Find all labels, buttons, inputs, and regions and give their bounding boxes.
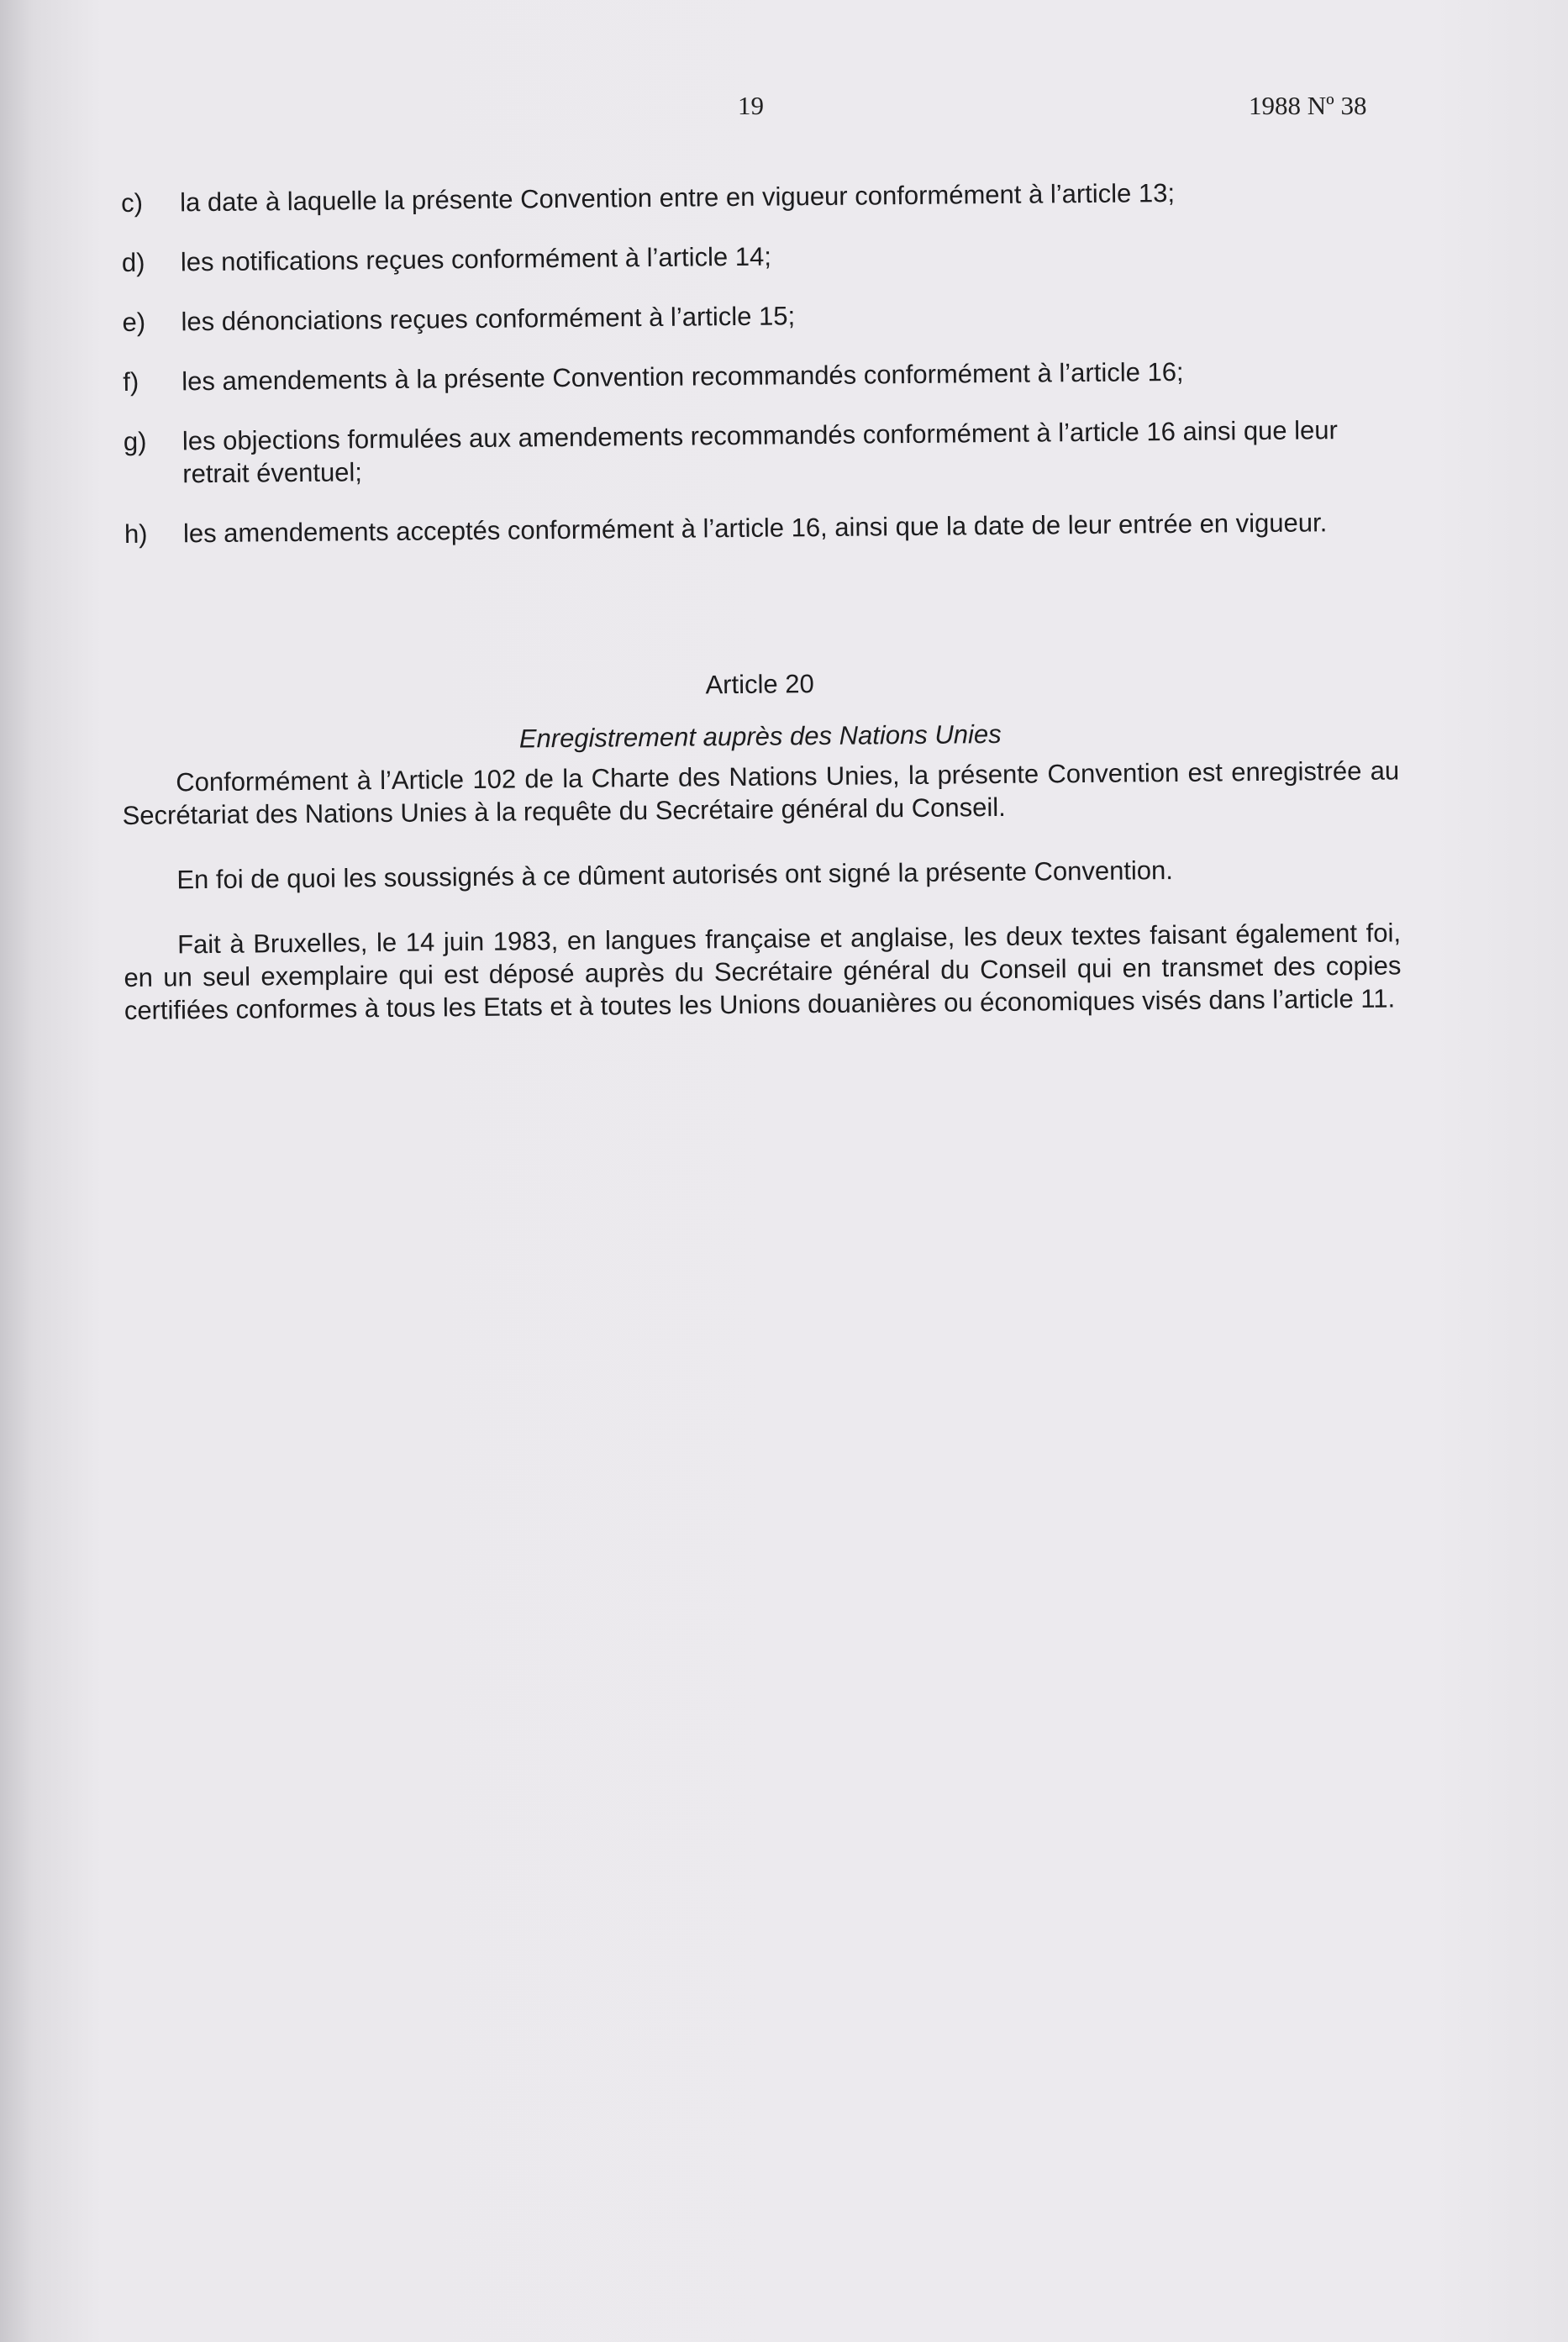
- list-text: les objections formulées aux amendements recommandés conformément à l’article 16 ainsi que leur retrait éventuel;: [182, 415, 1339, 489]
- article-paragraph-registration: Conformément à l’Article 102 de la Charte des Nations Unies, la présente Convention est enregistrée au Secrétariat des Nations Unies à la requête du Secrétaire général du Conseil.: [122, 755, 1400, 830]
- list-marker: f): [123, 366, 139, 397]
- article-subtitle: Enregistrement auprès des Nations Unies: [518, 718, 1002, 754]
- issue-reference: 1988 Nº 38: [1249, 91, 1367, 120]
- notification-list: [121, 174, 1402, 577]
- list-text: les amendements acceptés conformément à l’article 16, ainsi que la date de leur entrée en vigueur.: [182, 508, 1328, 549]
- list-item-d: [122, 234, 1399, 279]
- article-section: [121, 661, 1402, 1059]
- list-item-h: [124, 505, 1402, 550]
- list-text: les notifications reçues conformément à l’article 14;: [180, 241, 772, 277]
- list-marker: c): [121, 187, 144, 218]
- list-text: la date à laquelle la présente Convention entre en vigueur conformément à l’article 13;: [180, 177, 1176, 218]
- article-title: Article 20: [705, 669, 814, 700]
- list-text: les amendements à la présente Convention recommandés conformément à l’article 16;: [182, 356, 1184, 397]
- page-number: 19: [738, 91, 764, 120]
- list-text: les dénonciations reçues conformément à l’article 15;: [181, 301, 796, 337]
- list-marker: d): [121, 247, 145, 277]
- list-marker: e): [122, 307, 146, 337]
- list-item-g: [124, 413, 1402, 491]
- list-item-f: [123, 353, 1400, 398]
- list-item-c: [121, 174, 1398, 219]
- list-marker: h): [124, 518, 148, 549]
- list-item-e: [122, 293, 1399, 339]
- article-paragraph-done-at: Fait à Bruxelles, le 14 juin 1983, en langues française et anglaise, les deux textes faisant également foi, en un seul exemplaire qui est déposé auprès du Secrétaire général du Conseil qui en transmet des copies certifiées conformes à tous les Etats et à toutes les Unions douanières ou économiques visés dans l’article 11.: [124, 918, 1402, 1025]
- article-paragraph-signatures: En foi de quoi les soussignés à ce dûment autorisés ont signé la présente Convention.: [176, 855, 1174, 895]
- list-marker: g): [123, 426, 147, 456]
- page-header: [0, 91, 1568, 133]
